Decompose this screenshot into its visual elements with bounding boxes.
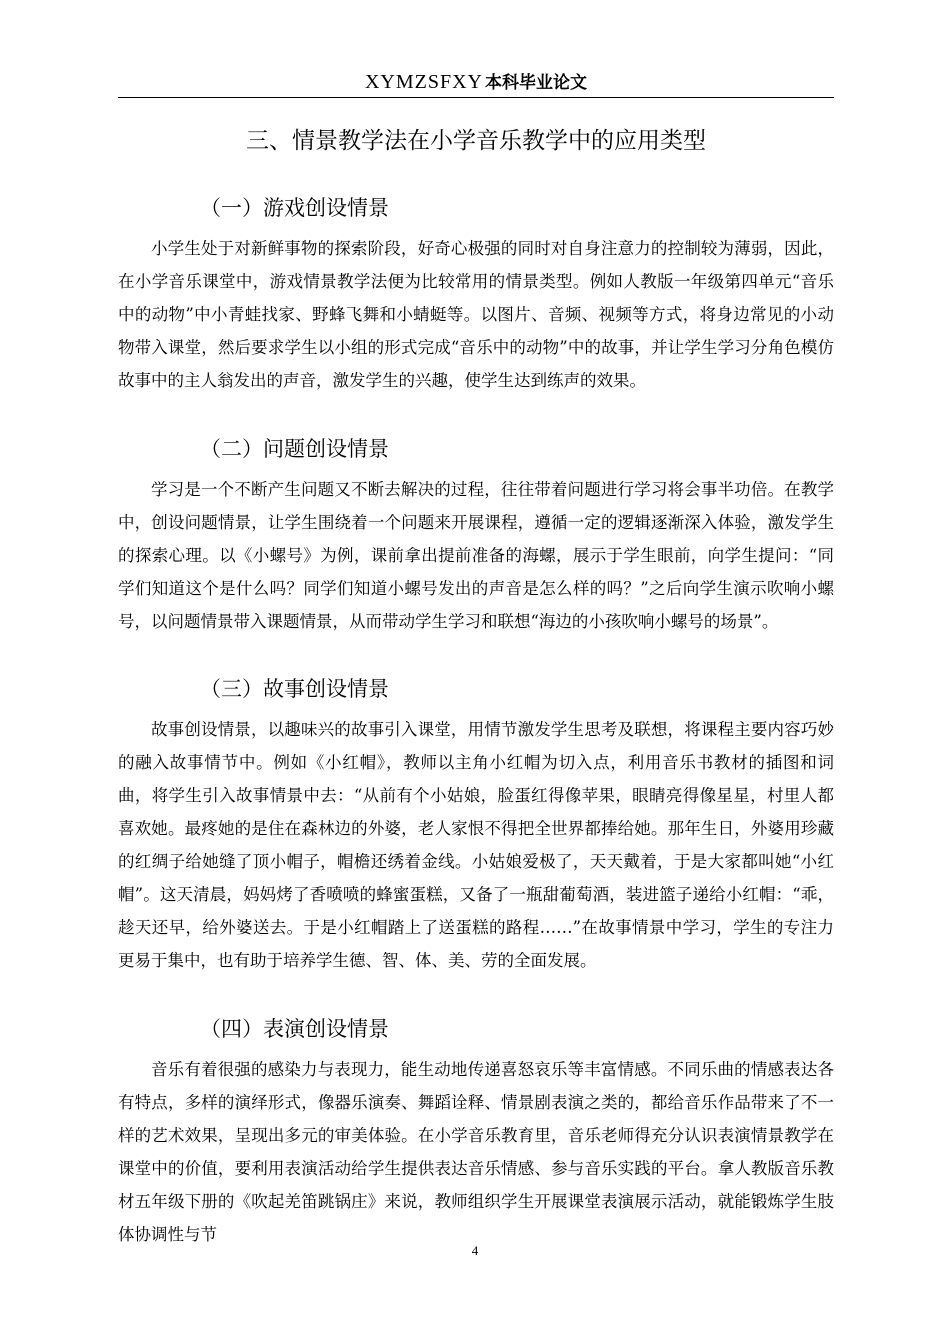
section-paragraph-1: 小学生处于对新鲜事物的探索阶段，好奇心极强的同时对自身注意力的控制较为薄弱，因此，在小学音乐课堂中，游戏情景教学法便为比较常用的情景类型。例如人教版一年级第四单元“音乐中的动物”中小青蛙找家、野蜂飞舞和小蜻蜓等。以图片、音频、视频等方式，将身边常见的小动物带入课堂，然后要求学生以小组的形式完成“音乐中的动物”中的故事，并让学生学习分角色模仿故事中的主人翁发出的声音，激发学生的兴趣，使学生达到练声的效果。 bbox=[118, 239, 834, 390]
page-number: 4 bbox=[471, 1243, 479, 1258]
section-heading-2: （二）问题创设情景 bbox=[200, 437, 389, 461]
section-heading-4: （四）表演创设情景 bbox=[200, 1017, 389, 1041]
school-code: XYMZSFXY bbox=[364, 71, 484, 93]
section-heading-3: （三）故事创设情景 bbox=[200, 677, 389, 701]
header-rule bbox=[118, 97, 834, 98]
chapter-title: 三、情景教学法在小学音乐教学中的应用类型 bbox=[246, 128, 706, 154]
section-paragraph-4: 音乐有着很强的感染力与表现力，能生动地传递喜怒哀乐等丰富情感。不同乐曲的情感表达各有特点，多样的演绎形式，像器乐演奏、舞蹈诠释、情景剧表演之类的，都给音乐作品带来了不一样的艺术效果，呈现出多元的审美体验。在小学音乐教育里，音乐老师得充分认识表演情景教学在课堂中的价值，要利用表演活动给学生提供表达音乐情感、参与音乐实践的平台。拿人教版音乐教材五年级下册的《吹起羌笛跳锅庄》来说，教师组织学生开展课堂表演展示活动，就能锻炼学生肢体协调性与节 bbox=[118, 1060, 834, 1244]
section-paragraph-2: 学习是一个不断产生问题又不断去解决的过程，往往带着问题进行学习将会事半功倍。在教学中，创设问题情景，让学生围绕着一个问题来开展课程，遵循一定的逻辑逐渐深入体验，激发学生的探索心理。以《小螺号》为例，课前拿出提前准备的海螺，展示于学生眼前，向学生提问：“同学们知道这个是什么吗？同学们知道小螺号发出的声音是怎么样的吗？”之后向学生演示吹响小螺号，以问题情景带入课题情景，从而带动学生学习和联想“海边的小孩吹响小螺号的场景”。 bbox=[118, 480, 834, 631]
section-paragraph-3: 故事创设情景，以趣味兴的故事引入课堂，用情节激发学生思考及联想，将课程主要内容巧妙的融入故事情节中。例如《小红帽》，教师以主角小红帽为切入点，利用音乐书教材的插图和词曲，将学生引入故事情景中去：“从前有个小姑娘，脸蛋红得像苹果，眼睛亮得像星星，村里人都喜欢她。最疼她的是住在森林边的外婆，老人家恨不得把全世界都捧给她。那年生日，外婆用珍藏的红绸子给她缝了顶小帽子，帽檐还绣着金线。小姑娘爱极了，天天戴着，于是大家都叫她“小红帽”。这天清晨，妈妈烤了香喷喷的蜂蜜蛋糕，又备了一瓶甜葡萄酒，装进篮子递给小红帽：“乖，趁天还早，给外婆送去。于是小红帽踏上了送蛋糕的路程……”在故事情景中学习，学生的专注力更易于集中，也有助于培养学生德、智、体、美、劳的全面发展。 bbox=[118, 720, 834, 970]
header-label: 本科毕业论文 bbox=[485, 73, 588, 93]
running-header bbox=[118, 66, 834, 96]
section-heading-1: （一）游戏创设情景 bbox=[200, 196, 389, 220]
